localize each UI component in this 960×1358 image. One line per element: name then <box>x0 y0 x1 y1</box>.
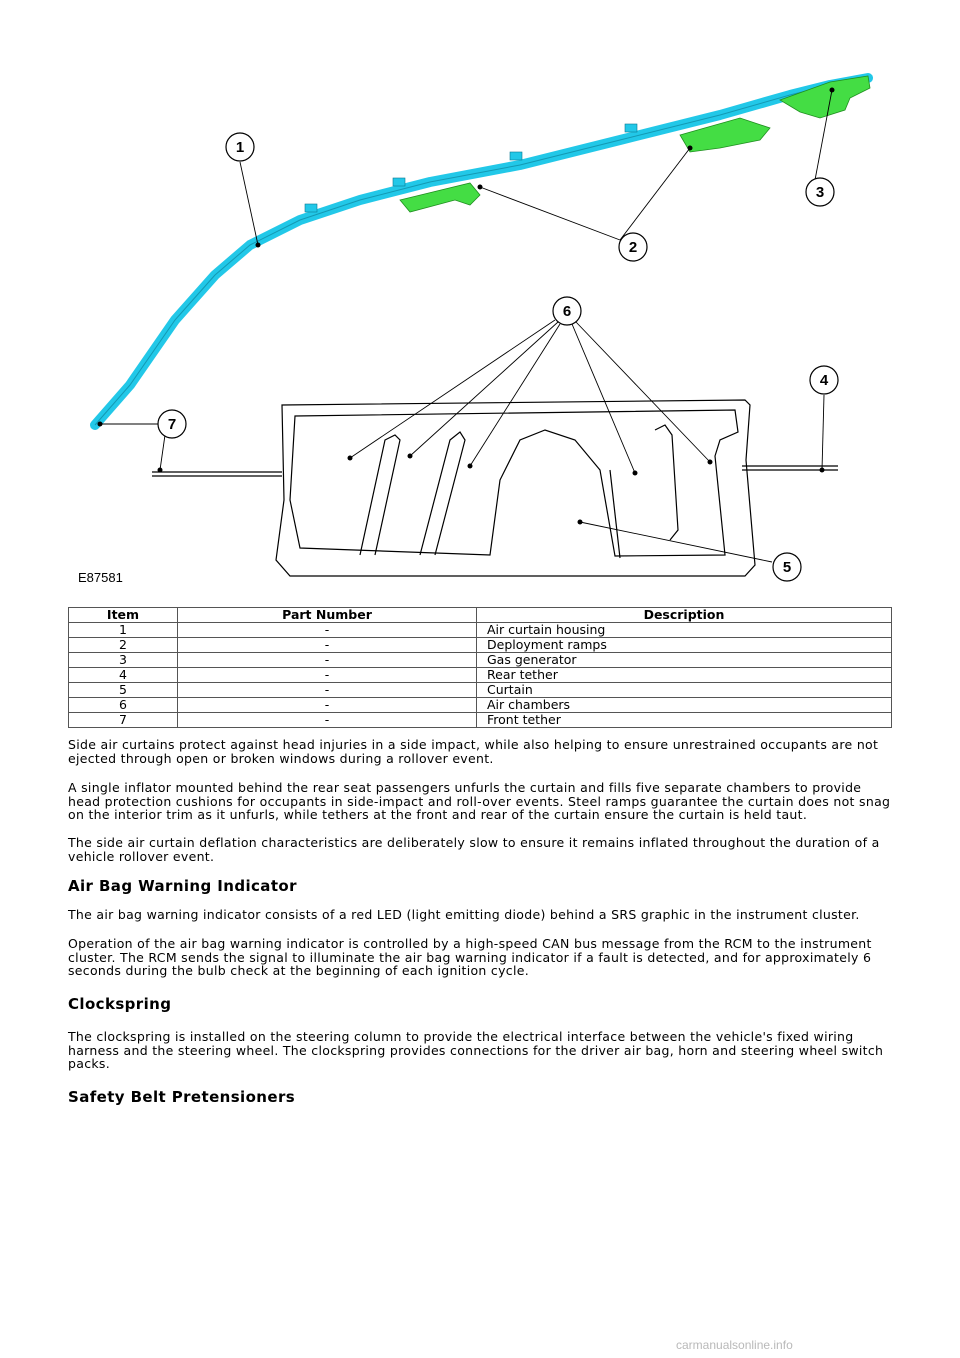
paragraph-warning-led: The air bag warning indicator consists of a red LED (light emitting diode) behind a SRS graphic in the instrument cluster. <box>68 907 860 922</box>
part-number-cell: - <box>178 653 477 668</box>
table-row <box>69 623 892 638</box>
paragraph-clockspring: The clockspring is installed on the steering column to provide the electrical interface between the vehicle's fixed wiring harness and the steering wheel. The clockspring provides connections for the driver air bag, horn and steering wheel switch packs. <box>68 1029 884 1071</box>
parts-table <box>68 607 892 728</box>
table-row <box>69 683 892 698</box>
column-header-description: Description <box>477 608 892 623</box>
description-cell: Rear tether <box>477 668 892 683</box>
part-number-cell: - <box>178 623 477 638</box>
heading-safety-belt-pretensioners: Safety Belt Pretensioners <box>68 1088 296 1106</box>
svg-text:6: 6 <box>562 303 572 320</box>
svg-text:3: 3 <box>815 184 825 201</box>
leader-dots <box>98 88 835 525</box>
description-cell: Deployment ramps <box>477 638 892 653</box>
item-cell: 7 <box>69 713 178 728</box>
svg-text:2: 2 <box>628 239 638 256</box>
column-header-part-number: Part Number <box>178 608 477 623</box>
figure-id: E87581 <box>78 570 123 585</box>
callout-4 <box>810 366 838 394</box>
table-row <box>69 668 892 683</box>
table-row <box>69 638 892 653</box>
description-cell: Curtain <box>477 683 892 698</box>
part-number-cell: - <box>178 638 477 653</box>
heading-air-bag-warning-indicator: Air Bag Warning Indicator <box>68 877 297 895</box>
deployment-ramps <box>400 118 770 212</box>
callout-3 <box>806 178 834 206</box>
paragraph-deflation: The side air curtain deflation characteristics are deliberately slow to ensure it remains inflated throughout the duration of a vehicle rollover event. <box>68 835 880 864</box>
footer-watermark: carmanualsonline.info <box>676 1338 793 1352</box>
heading-clockspring: Clockspring <box>68 995 172 1013</box>
callout-2 <box>619 233 647 261</box>
svg-text:5: 5 <box>782 559 792 576</box>
callout-5 <box>773 553 801 581</box>
table-row <box>69 698 892 713</box>
callout-1 <box>226 133 254 161</box>
svg-text:4: 4 <box>819 372 829 389</box>
part-number-cell: - <box>178 698 477 713</box>
part-number-cell: - <box>178 683 477 698</box>
part-number-cell: - <box>178 668 477 683</box>
item-cell: 4 <box>69 668 178 683</box>
item-cell: 1 <box>69 623 178 638</box>
description-cell: Air curtain housing <box>477 623 892 638</box>
paragraph-warning-operation: Operation of the air bag warning indicator is controlled by a high-speed CAN bus message from the RCM to the instrument cluster. The RCM sends the signal to illuminate the air bag warning indicator if a fault is detected, and for approximately 6 seconds during the bulb check at the beginning of each ignition cycle. <box>68 936 872 978</box>
svg-text:1: 1 <box>235 139 245 156</box>
svg-text:7: 7 <box>167 416 177 433</box>
paragraph-inflator: A single inflator mounted behind the rear seat passengers unfurls the curtain and fills five separate chambers to provide head protection cushions for occupants in side-impact and roll-over events. Steel ramps guarantee the curtain does not snag on the interior trim as it unfurls, while tethers at the front and rear of the curtain ensure the curtain is held taut. <box>68 780 891 822</box>
table-header-row <box>69 608 892 623</box>
part-number-cell: - <box>178 713 477 728</box>
callout-7 <box>158 410 186 438</box>
description-cell: Front tether <box>477 713 892 728</box>
callout-6 <box>553 297 581 325</box>
paragraph-side-air-curtains: Side air curtains protect against head injuries in a side impact, while also helping to ensure unrestrained occupants are not ejected through open or broken windows during a rollover event. <box>68 737 879 766</box>
item-cell: 5 <box>69 683 178 698</box>
description-cell: Air chambers <box>477 698 892 713</box>
leader-lines <box>100 90 832 562</box>
table-row <box>69 653 892 668</box>
description-cell: Gas generator <box>477 653 892 668</box>
item-cell: 3 <box>69 653 178 668</box>
table-row <box>69 713 892 728</box>
column-header-item: Item <box>69 608 178 623</box>
item-cell: 2 <box>69 638 178 653</box>
item-cell: 6 <box>69 698 178 713</box>
air-curtain-diagram <box>0 0 960 600</box>
